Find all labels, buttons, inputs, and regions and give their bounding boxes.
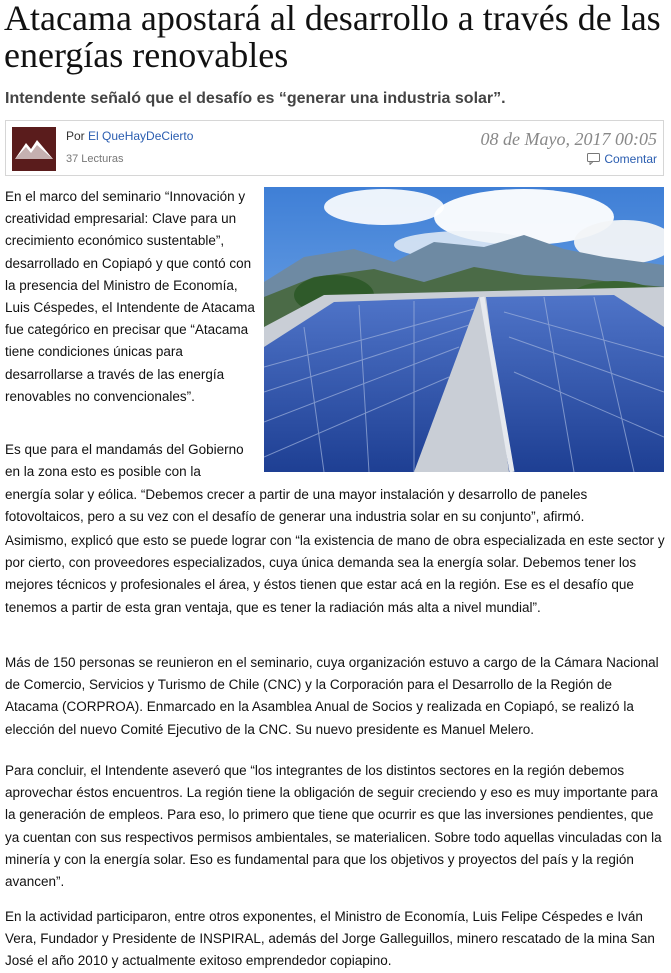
body-paragraph-4: Más de 150 personas se reunieron en el seminario, cuya organización estuvo a cargo de la Cámara Nacional de Comercio, Servicios y Turismo de Chile (CNC) y la Corporación para el Desarrollo de la Región de Atacama (CORPROA). Enmarcado en la Asamblea Anual de Socios y realizada en Copiapó, se realizó la elección del nuevo Comité Ejecutivo de la CNC. Su nuevo presidente es Manuel Melero. bbox=[5, 655, 659, 737]
comment-label: Comentar bbox=[604, 152, 657, 166]
body-paragraph-6: En la actividad participaron, entre otros exponentes, el Ministro de Economía, Luis Felipe Céspedes e Iván Vera, Fundador y Presidente de INSPIRAL, además del Jorge Galleguillos, minero rescatado de la mina San José el año 2010 y actualmente exitoso emprendedor copiapino. bbox=[5, 909, 655, 969]
body-paragraph-2-start: Es que para el mandamás del Gobierno en la zona esto es posible con la bbox=[5, 442, 244, 480]
read-count: 37 Lecturas bbox=[66, 153, 124, 165]
comment-link[interactable] bbox=[587, 152, 657, 168]
byline-box bbox=[5, 120, 664, 176]
mountain-logo-icon[interactable] bbox=[12, 127, 56, 171]
body-paragraph-2-end: energía solar y eólica. “Debemos crecer a partir de una mayor instalación y desarrollo de paneles fotovoltaicos, pero a su vez con el desafío de generar una industria solar en su conjunto”, afirmó. bbox=[5, 487, 588, 525]
author-link[interactable]: El QueHayDeCierto bbox=[88, 129, 194, 143]
publish-date: 08 de Mayo, 2017 00:05 bbox=[480, 129, 657, 149]
article-subtitle: Intendente señaló que el desafío es “generar una industria solar”. bbox=[5, 90, 506, 107]
solar-panels-photo bbox=[264, 187, 664, 472]
body-paragraph-1: En el marco del seminario “Innovación y creatividad empresarial: Clave para un crecimiento económico sustentable”, desarrollado en Copiapó y que contó con la presencia del Ministro de Economía, Luis Céspedes, el Intendente de Atacama fue categórico en precisar que “Atacama tiene condiciones únicas para desarrollarse a través de las energía renovables no convencionales”. bbox=[5, 189, 255, 404]
body-paragraph-5: Para concluir, el Intendente aseveró que “los integrantes de los distintos sectores en la región debemos aprovechar éstos encuentros. La región tiene la obligación de seguir creciendo y eso es muy importante para la generación de empleos. Para eso, lo primero que tiene que ocurrir es que las inversiones pendientes, que ya cuentan con sus respectivos permisos ambientales, se materialicen. Sobre todo aquellas vinculadas con la minería y con la energía solar. Eso es fundamental para que los objetivos y proyectos del país y la región avancen”. bbox=[5, 763, 662, 890]
speech-bubble-icon bbox=[587, 153, 600, 168]
by-label: Por bbox=[66, 129, 85, 143]
author-line bbox=[66, 129, 193, 143]
article-title: Atacama apostará al desarrollo a través de las energías renovables bbox=[4, 0, 661, 75]
body-paragraph-3: Asimismo, explicó que esto se puede lograr con “la existencia de mano de obra especializada en este sector y por cierto, con proveedores especializados, cuya única demanda sea la energía solar. Debemos tener los mejores técnicos y profesionales el área, y éstos tienen que estar acá en la región. Ese es el desafío que tenemos a partir de esta gran ventaja, que es tener la radiación más alta a nivel mundial”. bbox=[5, 533, 665, 615]
